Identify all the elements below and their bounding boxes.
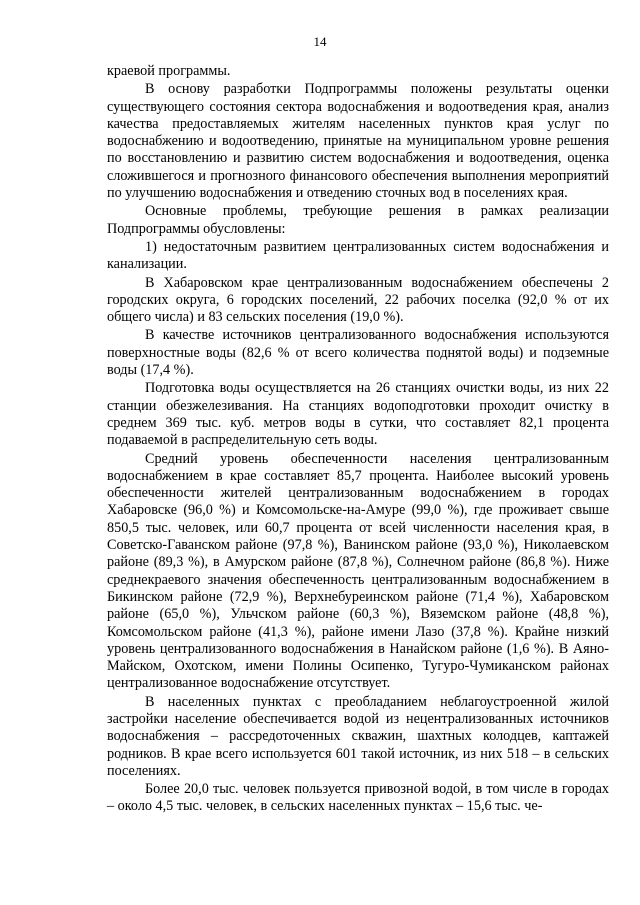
paragraph-average-level: Средний уровень обеспеченности населения централизованным водоснабжением в крае составляет 85,7 процента. Наиболее высокий уровень обеспеченности жителей централизованным водоснабжением в городах Хабаровске (96,0 %) и Комсомольске-на-Амуре (99,0 %), где проживает свыше 850,5 тыс. человек, или 60,7 процента от всей численности населения края, в Советско-Гаванском районе (97,8 %), Ванинском районе (93,0 %), Николаевском районе (89,3 %), в Амурском районе (87,8 %), Солнечном районе (86,8 %). Ниже среднекраевого значения обеспеченность централизованным водоснабжением в Бикинском районе (72,9 %), Верхнебуреинском районе (71,4 %), Хабаровском районе (65,0 %), Ульчском районе (60,3 %), Вяземском районе (48,8 %), Комсомольском районе (41,3 %), районе имени Лазо (37,8 %). Крайне низкий уровень централизованного водоснабжения в Нанайском районе (1,6 %). В Аяно-Майском, Охотском, имени Полины Осипенко, Тугуро-Чумиканском районах централизованное водоснабжение отсутствует. — [107, 450, 609, 692]
paragraph-main-problems: Основные проблемы, требующие решения в рамках реализации Подпрограммы обусловлены: — [107, 203, 609, 237]
paragraph-decentralized-sources: В населенных пунктах с преобладанием неблагоустроенной жилой застройки население обеспечивается водой из нецентрализованных источников водоснабжения – рассредоточенных скважин, шахтных колодцев, каптажей родников. В крае всего используется 601 такой источник, из них 518 – в сельских поселениях. — [107, 693, 609, 779]
page-number: 14 — [313, 34, 327, 49]
paragraph-program-basis: В основу разработки Подпрограммы положены результаты оценки существующего состояния сектора водоснабжения и водоотведения края, анализ качества предоставляемых жителям населенных пунктов края услуг по водоснабжению и водоотведению, принятые на муниципальном уровне решения по восстановлению и развитию систем водоснабжения и водоотведения, оценка сложившегося и прогнозного финансового обеспечения выполнения мероприятий по улучшению водоснабжения и отведению сточных вод в поселениях края. — [107, 81, 609, 202]
paragraph-water-treatment: Подготовка воды осуществляется на 26 станциях очистки воды, из них 22 станции обезжелезивания. На станциях водоподготовки проходит очистку в среднем 369 тыс. куб. метров воды в сутки, что составляет 82,1 процента подаваемой в распределительную сеть воды. — [107, 380, 609, 449]
paragraph-problem-1: 1) недостаточным развитием централизованных систем водоснабжения и канализации. — [107, 238, 609, 273]
paragraph-continuation: краевой программы. — [107, 63, 231, 79]
paragraph-delivered-water: Более 20,0 тыс. человек пользуется привозной водой, в том числе в городах – около 4,5 тыс. человек, в сельских населенных пунктах – 15,6 тыс. че- — [107, 781, 609, 815]
paragraph-coverage: В Хабаровском крае централизованным водоснабжением обеспечены 2 городских округа, 6 городских поселений, 22 рабочих поселка (92,0 % от их общего числа) и 83 сельских поселения (19,0 %). — [107, 274, 609, 326]
paragraph-water-sources: В качестве источников централизованного водоснабжения используются поверхностные воды (82,6 % от всего количества поднятой воды) и подземные воды (17,4 %). — [107, 327, 609, 379]
document-body — [107, 63, 609, 817]
